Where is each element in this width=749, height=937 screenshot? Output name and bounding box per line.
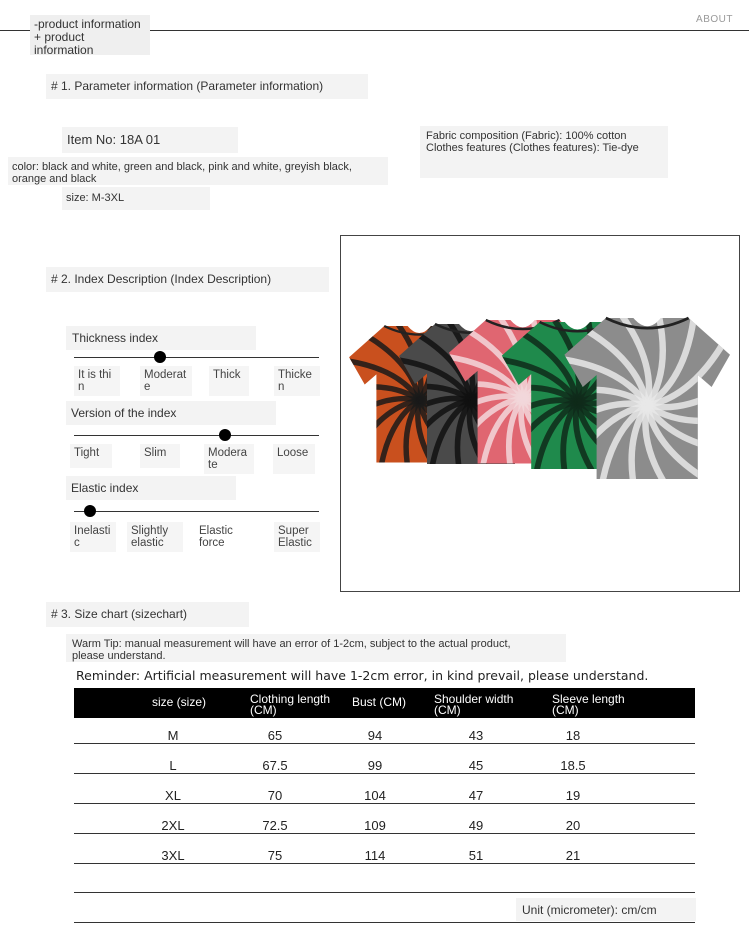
size-chart-title: # 3. Size chart (sizechart) bbox=[46, 602, 249, 627]
table-cell: 75 bbox=[267, 848, 283, 863]
breadcrumb-line-1: -product information bbox=[34, 17, 141, 31]
product-photo-frame bbox=[340, 235, 740, 592]
elastic-track bbox=[74, 511, 319, 512]
about-link[interactable]: ABOUT bbox=[696, 14, 733, 25]
thickness-marker bbox=[154, 351, 166, 363]
table-cell: 114 bbox=[364, 848, 386, 863]
elastic-marker bbox=[84, 505, 96, 517]
table-cell: 43 bbox=[468, 728, 484, 743]
table-row-divider bbox=[74, 863, 695, 864]
header-size: size (size) bbox=[152, 695, 207, 709]
warm-tip-line-1: Warm Tip: manual measurement will have an error of 1-2cm, subject to the actual product, bbox=[72, 638, 511, 650]
table-cell: 65 bbox=[267, 728, 283, 743]
table-cell: 18.5 bbox=[560, 758, 586, 773]
parameter-section-title: # 1. Parameter information (Parameter information) bbox=[46, 74, 368, 99]
table-cell: 3XL bbox=[161, 848, 185, 863]
index-section-title: # 2. Index Description (Index Description) bbox=[46, 267, 329, 292]
table-cell: L bbox=[169, 758, 177, 773]
table-cell: 94 bbox=[367, 728, 383, 743]
table-cell: 72.5 bbox=[262, 818, 288, 833]
elastic-option-4: Super Elastic bbox=[274, 522, 320, 552]
elastic-option-2: Slightly elastic bbox=[127, 522, 183, 552]
table-cell: 20 bbox=[565, 818, 581, 833]
elastic-index-label: Elastic index bbox=[66, 476, 236, 500]
elastic-option-1: Inelastic bbox=[70, 522, 116, 552]
version-option-1: Tight bbox=[70, 444, 112, 468]
fabric-info bbox=[420, 126, 668, 178]
table-cell: M bbox=[167, 728, 179, 743]
thickness-option-3: Thick bbox=[209, 366, 249, 396]
thickness-option-4: Thicken bbox=[274, 366, 320, 396]
unit-note: Unit (micrometer): cm/cm bbox=[516, 898, 696, 921]
table-cell: 70 bbox=[267, 788, 283, 803]
fabric-composition: Fabric composition (Fabric): 100% cotton bbox=[426, 130, 627, 142]
breadcrumb[interactable] bbox=[30, 15, 150, 55]
reminder-text: Reminder: Artificial measurement will have 1-2cm error, in kind prevail, please understand. bbox=[76, 668, 649, 683]
item-number: Item No: 18A 01 bbox=[62, 127, 238, 153]
breadcrumb-line-3: information bbox=[34, 43, 94, 57]
table-cell: 49 bbox=[468, 818, 484, 833]
tie-dye-shirts-image bbox=[341, 236, 739, 591]
version-track bbox=[74, 435, 319, 436]
version-index-label: Version of the index bbox=[66, 401, 276, 425]
color-list: color: black and white, green and black, pink and white, greyish black, orange and black bbox=[8, 157, 388, 185]
table-row-divider bbox=[74, 833, 695, 834]
header-bust: Bust (CM) bbox=[352, 695, 406, 709]
table-cell: 2XL bbox=[161, 818, 185, 833]
warm-tip-line-2: please understand. bbox=[72, 650, 166, 662]
table-cell: 67.5 bbox=[262, 758, 288, 773]
table-cell: 18 bbox=[565, 728, 581, 743]
header-clothing-length: Clothing length (CM) bbox=[250, 692, 331, 717]
table-row-divider bbox=[74, 743, 695, 744]
table-cell: 109 bbox=[364, 818, 386, 833]
table-cell: 99 bbox=[367, 758, 383, 773]
table-cell: XL bbox=[165, 788, 181, 803]
breadcrumb-line-2: + product bbox=[34, 30, 85, 44]
thickness-option-1: It is thin bbox=[74, 366, 120, 396]
table-cell: 104 bbox=[364, 788, 386, 803]
table-cell: 21 bbox=[565, 848, 581, 863]
table-rule bbox=[74, 892, 695, 893]
table-row-divider bbox=[74, 803, 695, 804]
clothes-features: Clothes features (Clothes features): Tie-dye bbox=[426, 142, 639, 154]
warm-tip bbox=[66, 634, 566, 662]
table-cell: 19 bbox=[565, 788, 581, 803]
table-cell: 47 bbox=[468, 788, 484, 803]
thickness-track bbox=[74, 357, 319, 358]
size-range: size: M-3XL bbox=[62, 187, 210, 210]
elastic-option-3: Elastic force bbox=[195, 522, 245, 552]
table-rule bbox=[74, 922, 695, 923]
table-cell: 45 bbox=[468, 758, 484, 773]
thickness-option-2: Moderate bbox=[140, 366, 192, 396]
header-sleeve-length: Sleeve length (CM) bbox=[552, 692, 625, 717]
header-shoulder-width: Shoulder width (CM) bbox=[434, 692, 514, 717]
version-option-3: Moderate bbox=[204, 444, 254, 474]
table-row-divider bbox=[74, 773, 695, 774]
version-option-2: Slim bbox=[140, 444, 180, 468]
table-cell: 51 bbox=[468, 848, 484, 863]
thickness-index-label: Thickness index bbox=[66, 326, 256, 350]
version-marker bbox=[219, 429, 231, 441]
version-option-4: Loose bbox=[273, 444, 315, 474]
size-table-header bbox=[74, 688, 695, 718]
